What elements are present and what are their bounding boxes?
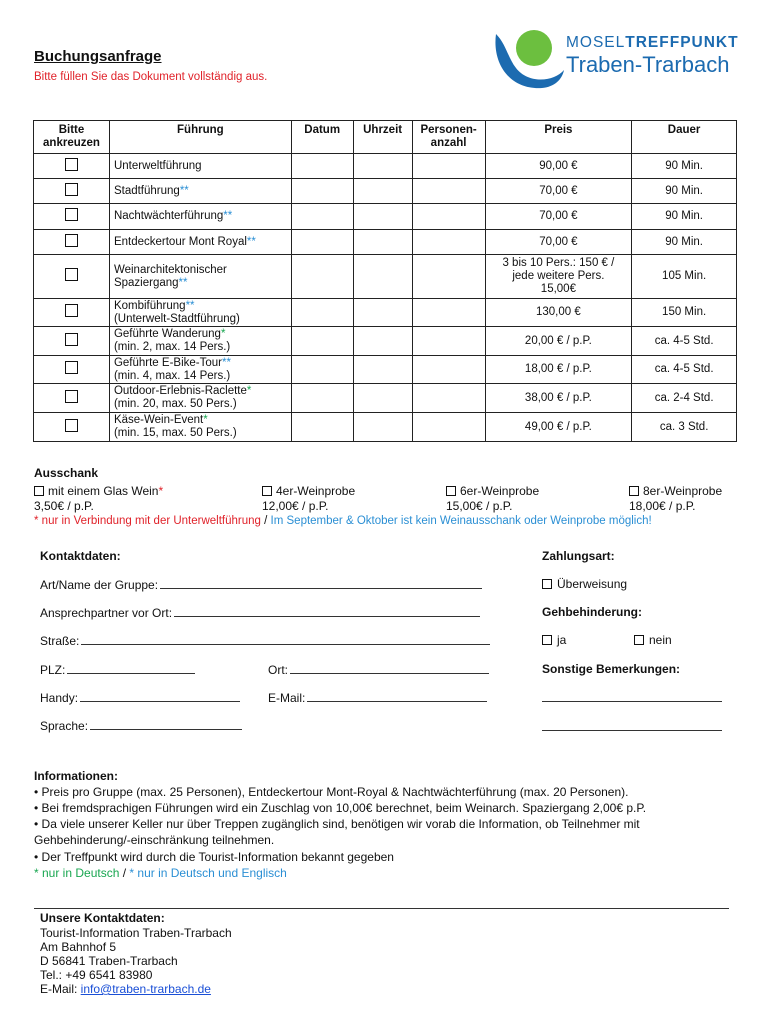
tour-price: 70,00 € [485, 179, 632, 204]
ueberweisung-option[interactable]: Überweisung [542, 577, 627, 591]
logo-icon [488, 24, 564, 100]
kontakt-heading: Kontaktdaten: [40, 549, 121, 563]
time-cell[interactable] [353, 299, 412, 327]
tour-price: 18,00 € / p.P. [485, 356, 632, 384]
persons-cell[interactable] [412, 327, 485, 356]
header-select: Bitte ankreuzen [34, 121, 110, 154]
date-cell[interactable] [291, 230, 353, 255]
tour-duration: 90 Min. [632, 179, 737, 204]
checkbox[interactable] [542, 579, 552, 589]
divider [34, 908, 729, 909]
time-cell[interactable] [353, 413, 412, 442]
tour-checkbox[interactable] [65, 419, 78, 432]
table-row [34, 255, 737, 299]
checkbox[interactable] [262, 486, 272, 496]
tour-name: Kombiführung** (Unterwelt-Stadtführung) [109, 299, 291, 327]
gehbehinderung-no[interactable]: nein [634, 633, 672, 647]
tour-checkbox[interactable] [65, 268, 78, 281]
table-row [34, 299, 737, 327]
header-price: Preis [485, 121, 632, 154]
tour-name: Unterweltführung [109, 154, 291, 179]
contact-heading: Unsere Kontaktdaten: [40, 911, 165, 925]
time-cell[interactable] [353, 327, 412, 356]
tour-checkbox[interactable] [65, 390, 78, 403]
info-legend: * nur in Deutsch / * nur in Deutsch und Englisch [34, 866, 287, 880]
time-cell[interactable] [353, 204, 412, 230]
tour-checkbox[interactable] [65, 304, 78, 317]
header-duration: Dauer [632, 121, 737, 154]
tour-price: 70,00 € [485, 230, 632, 255]
table-row [34, 384, 737, 413]
persons-cell[interactable] [412, 230, 485, 255]
ort-input[interactable] [290, 662, 489, 674]
page-subtitle: Bitte füllen Sie das Dokument vollständig aus. [34, 71, 268, 83]
persons-cell[interactable] [412, 299, 485, 327]
info-line: • Da viele unserer Keller nur über Treppen zugänglich sind, benötigen wir vorab die Information, ob Teilnehmer mit [34, 817, 640, 831]
date-cell[interactable] [291, 356, 353, 384]
logo-wordmark-top: MOSELTREFFPUNKT [566, 34, 739, 51]
tour-duration: 90 Min. [632, 230, 737, 255]
tour-price: 20,00 € / p.P. [485, 327, 632, 356]
contact-org: Tourist-Information Traben-Trarbach [40, 926, 232, 940]
ausschank-option-4er[interactable]: 4er-Weinprobe [262, 484, 355, 498]
sprache-input[interactable] [90, 718, 242, 730]
logo [488, 24, 750, 100]
tour-duration: 90 Min. [632, 204, 737, 230]
checkbox[interactable] [542, 635, 552, 645]
persons-cell[interactable] [412, 204, 485, 230]
table-row [34, 356, 737, 384]
time-cell[interactable] [353, 230, 412, 255]
tour-name: Outdoor-Erlebnis-Raclette* (min. 20, max. 50 Pers.) [109, 384, 291, 413]
tour-name: Nachtwächterführung** [109, 204, 291, 230]
gehbehinderung-yes[interactable]: ja [542, 633, 566, 647]
time-cell[interactable] [353, 255, 412, 299]
ausschank-heading: Ausschank [34, 466, 99, 480]
ausschank-price: 3,50€ / p.P. [34, 499, 94, 513]
page-title: Buchungsanfrage [34, 48, 162, 65]
tour-price: 90,00 € [485, 154, 632, 179]
contact-street: Am Bahnhof 5 [40, 940, 117, 954]
street-input[interactable] [81, 633, 490, 645]
persons-cell[interactable] [412, 154, 485, 179]
tour-price: 49,00 € / p.P. [485, 413, 632, 442]
tour-name: Stadtführung** [109, 179, 291, 204]
plz-field[interactable]: PLZ: [40, 662, 195, 677]
tour-price: 130,00 € [485, 299, 632, 327]
date-cell[interactable] [291, 179, 353, 204]
gehbehinderung-heading: Gehbehinderung: [542, 605, 642, 619]
contact-person-input[interactable] [174, 605, 480, 617]
info-line: • Bei fremdsprachigen Führungen wird ein Zuschlag von 10,00€ berechnet, beim Weinarch. Spaziergang 2,00€ p.P. [34, 801, 647, 815]
tour-duration: ca. 3 Std. [632, 413, 737, 442]
date-cell[interactable] [291, 384, 353, 413]
time-cell[interactable] [353, 154, 412, 179]
contact-tel: Tel.: +49 6541 83980 [40, 968, 153, 982]
time-cell[interactable] [353, 384, 412, 413]
bemerkungen-heading: Sonstige Bemerkungen: [542, 662, 681, 676]
ort-field[interactable]: Ort: [268, 662, 489, 677]
group-input[interactable] [160, 577, 482, 589]
tour-checkbox[interactable] [65, 208, 78, 221]
handy-field[interactable]: Handy: [40, 690, 240, 705]
persons-cell[interactable] [412, 255, 485, 299]
table-row [34, 154, 737, 179]
date-cell[interactable] [291, 327, 353, 356]
date-cell[interactable] [291, 255, 353, 299]
info-line: • Preis pro Gruppe (max. 25 Personen), Entdeckertour Mont-Royal & Nachtwächterführung (max. 20 Personen). [34, 785, 629, 799]
logo-wordmark-bottom: Traben-Trarbach [566, 52, 730, 77]
tour-duration: ca. 4-5 Std. [632, 356, 737, 384]
time-cell[interactable] [353, 179, 412, 204]
tour-duration: 150 Min. [632, 299, 737, 327]
table-row [34, 327, 737, 356]
persons-cell[interactable] [412, 413, 485, 442]
date-cell[interactable] [291, 413, 353, 442]
tour-checkbox[interactable] [65, 333, 78, 346]
zahlung-heading: Zahlungsart: [542, 549, 615, 563]
table-row [34, 230, 737, 255]
tour-duration: ca. 2-4 Std. [632, 384, 737, 413]
checkbox[interactable] [34, 486, 44, 496]
persons-cell[interactable] [412, 356, 485, 384]
time-cell[interactable] [353, 356, 412, 384]
tour-duration: 105 Min. [632, 255, 737, 299]
checkbox[interactable] [629, 486, 639, 496]
ausschank-option-6er[interactable]: 6er-Weinprobe [446, 484, 539, 498]
ausschank-option-glass[interactable]: mit einem Glas Wein* [34, 484, 163, 498]
tour-checkbox[interactable] [65, 234, 78, 247]
email-link[interactable]: info@traben-trarbach.de [80, 982, 211, 996]
checkbox[interactable] [634, 635, 644, 645]
handy-input[interactable] [80, 690, 240, 702]
tour-checkbox[interactable] [65, 361, 78, 374]
contact-email: E-Mail: info@traben-trarbach.de [40, 982, 211, 996]
date-cell[interactable] [291, 154, 353, 179]
header-persons: Personen-anzahl [412, 121, 485, 154]
table-row [34, 204, 737, 230]
tour-name: Entdeckertour Mont Royal** [109, 230, 291, 255]
persons-cell[interactable] [412, 179, 485, 204]
contact-person-field[interactable]: Ansprechpartner vor Ort: [40, 605, 480, 620]
table-row [34, 413, 737, 442]
group-field[interactable]: Art/Name der Gruppe: [40, 577, 482, 592]
header-time: Uhrzeit [353, 121, 412, 154]
contact-city: D 56841 Traben-Trarbach [40, 954, 178, 968]
header-date: Datum [291, 121, 353, 154]
ausschank-price: 18,00€ / p.P. [629, 499, 696, 513]
table-row [34, 179, 737, 204]
tour-duration: ca. 4-5 Std. [632, 327, 737, 356]
info-line: Gehbehinderung/-einschränkung teilnehmen. [34, 833, 275, 847]
ausschank-price: 12,00€ / p.P. [262, 499, 329, 513]
tour-price: 3 bis 10 Pers.: 150 € / jede weitere Pers. 15,00€ [485, 255, 632, 299]
info-heading: Informationen: [34, 769, 118, 783]
tour-name: Käse-Wein-Event* (min. 15, max. 50 Pers.) [109, 413, 291, 442]
persons-cell[interactable] [412, 384, 485, 413]
tour-checkbox[interactable] [65, 158, 78, 171]
bemerkungen-line[interactable] [542, 701, 722, 702]
tour-checkbox[interactable] [65, 183, 78, 196]
bemerkungen-line[interactable] [542, 730, 722, 731]
tours-table [33, 120, 737, 442]
info-line: • Der Treffpunkt wird durch die Tourist-Information bekannt gegeben [34, 850, 394, 864]
tour-price: 38,00 € / p.P. [485, 384, 632, 413]
tour-duration: 90 Min. [632, 154, 737, 179]
email-input[interactable] [307, 690, 487, 702]
tour-price: 70,00 € [485, 204, 632, 230]
ausschank-option-8er[interactable]: 8er-Weinprobe [629, 484, 722, 498]
ausschank-note: * nur in Verbindung mit der Unterweltführung / Im September & Oktober ist kein Weinausschank oder Weinprobe möglich! [34, 515, 652, 527]
plz-input[interactable] [67, 662, 195, 674]
date-cell[interactable] [291, 204, 353, 230]
ausschank-price: 15,00€ / p.P. [446, 499, 513, 513]
sprache-field[interactable]: Sprache: [40, 718, 242, 733]
header-tour: Führung [109, 121, 291, 154]
tour-name: Geführte E-Bike-Tour** (min. 4, max. 14 Pers.) [109, 356, 291, 384]
email-field[interactable]: E-Mail: [268, 690, 487, 705]
street-field[interactable]: Straße: [40, 633, 490, 648]
date-cell[interactable] [291, 299, 353, 327]
tour-name: Weinarchitektonischer Spaziergang** [109, 255, 291, 299]
tour-name: Geführte Wanderung* (min. 2, max. 14 Pers.) [109, 327, 291, 356]
checkbox[interactable] [446, 486, 456, 496]
